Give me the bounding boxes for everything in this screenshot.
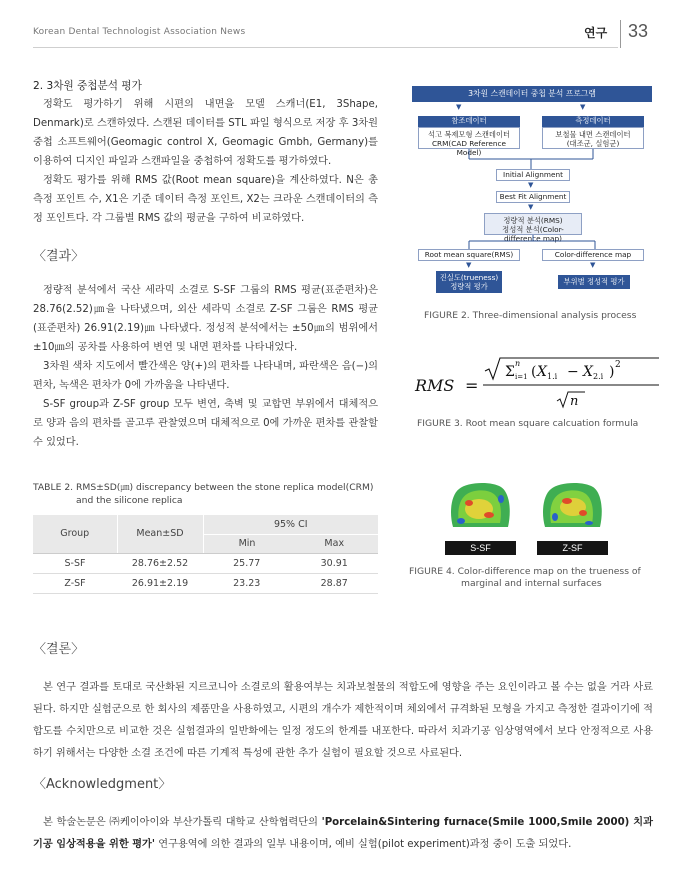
formula-sum-lower: i=1: [515, 373, 528, 381]
formula-term1-sub: 1.i: [547, 372, 558, 381]
formula-paren-close: ): [609, 364, 615, 380]
table2-caption-line1: TABLE 2. RMS±SD(㎛) discrepancy between the stone replica model(CRM): [33, 482, 374, 493]
page-number: 33: [628, 21, 649, 41]
flow-rms-out-line1: 진실도(trueness): [439, 273, 499, 282]
cell-min: 23.23: [203, 573, 291, 593]
color-map-image: [445, 477, 516, 541]
table2-caption: [33, 481, 378, 507]
formula-exponent: 2: [615, 360, 621, 370]
flow-step-bestfit: Best Fit Alignment: [496, 191, 570, 203]
th-mean: Mean±SD: [117, 515, 203, 553]
cell-group: S-SF: [33, 553, 117, 573]
flow-ref-header: 참조데이터: [418, 116, 520, 127]
arrow-down-icon: ▼: [456, 103, 462, 111]
figure3-caption: FIGURE 3. Root mean square calcuation formula: [417, 418, 639, 429]
cell-mean: 28.76±2.52: [117, 553, 203, 573]
journal-name: Korean Dental Technologist Association News: [33, 27, 246, 37]
arrow-down-icon: ▼: [590, 261, 596, 269]
th-min: Min: [203, 534, 291, 553]
arrow-down-icon: ▼: [528, 181, 534, 189]
th-max: Max: [291, 534, 379, 553]
flow-step3-line2: 정성적 분석(Color-difference map): [502, 225, 564, 243]
flow-ref-line2: CRM(CAD Reference Model): [431, 139, 507, 157]
figure4-images: [445, 477, 615, 555]
figure2-flowchart: [412, 86, 652, 296]
flow-ref-line1: 석고 복제모형 스캔데이터: [427, 130, 511, 139]
conclusion-paragraph: 본 연구 결과를 토대로 국산화된 지르코니아 소결로의 활용여부는 치과보철물의 적합도에 영향을 주는 요인이라고 볼 수는 없을 거라 사료된다. 하지만 실험군으로 한 회사의 제품만을 사용하였고, 시편의 개수가 제한적이며 체외에서 규격화된 모형을 가지고 측정한 결과이기에 적합도를 수치만으로 비교한 것은 실험결과의 일반화에는 일정 정도의 한계를 내포한다. 따라서 치과기공 임상영역에서 보다 안정적으로 사용하기 위해서는 다양한 소결 조건에 따른 기계적 특성에 관한 추가 실험이 필요할 것으로 사료된다.: [33, 682, 653, 759]
arrow-down-icon: ▼: [466, 261, 472, 269]
methods-paragraph-2: 정확도 평가를 위해 RMS 값(Root mean square)을 계산하였다. N은 총 측정 포인트 수, X1은 기준 데이터 측정 포인트, X2는 크라운 스캔데이터의 측정 포인트다. 각 그룹별 RMS 값의 평균을 구하여 비교하였다.: [33, 175, 378, 224]
th-group: Group: [33, 515, 117, 553]
cell-group: Z-SF: [33, 573, 117, 593]
results-paragraph-1: 정량적 분석에서 국산 세라믹 소결로 S-SF 그룹의 RMS 평균(표준편차)은 28.76(2.52)㎛을 나타냈으며, 외산 세라믹 소결로 Z-SF 그룹은 RMS 평균(표준편차) 26.91(2.19)㎛ 나타냈다. 정성적 분석에서는 ±50㎛의 범위에서 ±10㎛의 공차를 사용하여 변연 및 내면 편차를 나타내었다.: [33, 285, 378, 353]
formula-term2: X: [583, 364, 593, 380]
flow-meas-header: 측정데이터: [542, 116, 644, 127]
ack-text-post: 연구용역에 의한 결과의 일부 내용이며, 예비 실험(pilot experiment)과정 중이 도출 되었다.: [155, 839, 572, 850]
formula-denominator: n: [570, 394, 579, 409]
ack-project-title: 'Porcelain&Sintering furnace(Smile 1000,Smile 2000) 치과기공 임상적용을 위한 평가': [33, 817, 653, 850]
formula-lhs: RMS: [415, 376, 455, 395]
flow-rms-output: [436, 271, 502, 293]
figure4-caption-line2: marginal and internal surfaces: [461, 578, 602, 589]
color-map-s-sf: [445, 477, 516, 555]
flow-meas-line1: 보철물 내면 스캔데이터: [555, 130, 631, 139]
figure4-caption: [409, 566, 641, 590]
cell-mean: 26.91±2.19: [117, 573, 203, 593]
figure3-formula: [413, 355, 663, 410]
formula-sigma: Σ: [505, 364, 515, 380]
color-map-z-sf: [537, 477, 608, 555]
conclusion-title: 〈결론〉: [33, 642, 85, 657]
flow-rms-box: Root mean square(RMS): [418, 249, 520, 261]
table2-caption-line2: and the silicone replica: [76, 495, 183, 506]
acknowledgment-title: 〈Acknowledgment〉: [33, 777, 172, 792]
flow-meas-box: [542, 127, 644, 149]
section-label: 연구: [584, 26, 608, 40]
flow-title: 3차원 스캔데이터 중첩 분석 프로그램: [412, 86, 652, 102]
cell-max: 30.91: [291, 553, 379, 573]
arrow-down-icon: ▼: [528, 203, 534, 211]
methods-subheading: 2. 3차원 중첩분석 평가: [33, 80, 142, 92]
label-z-sf: Z-SF: [537, 541, 608, 555]
formula-minus: −: [567, 364, 579, 380]
flow-step-analysis: [484, 213, 582, 243]
left-column: [33, 78, 378, 452]
formula-equals: =: [465, 376, 479, 395]
formula-term2-sub: 2.i: [593, 372, 604, 381]
page-header: [0, 0, 686, 60]
flow-step-initial: Initial Alignment: [496, 169, 570, 181]
flow-ref-box: [418, 127, 520, 157]
arrow-down-icon: ▼: [580, 103, 586, 111]
flow-step3-line1: 정량적 분석(RMS): [503, 216, 563, 225]
th-ci: 95% CI: [203, 515, 378, 534]
results-paragraph-2: 3차원 색차 지도에서 빨간색은 양(+)의 편차를 나타내며, 파란색은 음(−)의 편차, 녹색은 편차가 0에 가까움을 나타낸다.: [33, 361, 378, 391]
label-s-sf: S-SF: [445, 541, 516, 555]
formula-sum-upper: n: [515, 359, 521, 368]
cell-min: 25.77: [203, 553, 291, 573]
color-map-image: [537, 477, 608, 541]
figure2-caption: FIGURE 2. Three-dimensional analysis process: [424, 310, 637, 321]
ack-text-pre: 본 학술논문은 ㈜케이아이와 부산가톨릭 대학교 산학협력단의: [43, 817, 322, 828]
results-paragraph-3: S-SF group과 Z-SF group 모두 변연, 축벽 및 교합면 부위에서 대체적으로 양과 음의 편차를 골고루 관찰였으며 대체적으로 0에 가까운 편차를 관찰할 수 있었다.: [33, 399, 378, 448]
header-divider: [620, 20, 621, 48]
flow-rms-out-line2: 정량적 평가: [450, 282, 488, 291]
flow-cdm-output: 부위별 정성적 평가: [558, 275, 630, 289]
flow-connector: [412, 149, 652, 171]
table-row: [33, 573, 378, 593]
flow-connector: [412, 235, 652, 249]
header-rule: [33, 47, 618, 48]
methods-paragraph-1: 정확도 평가하기 위해 시편의 내면을 모델 스캐너(E1, 3Shape, Denmark)로 스캔하였다. 스캔된 데이터를 STL 파일 형식으로 저장 후 3차원 중첩 소프트웨어(Geomagic control X, Geomagic Gmbh, Germany)를 이용하여 디지인 파일과 스캔파일을 중첩하여 정확도를 평가하였다.: [33, 99, 378, 167]
table-row: [33, 553, 378, 573]
cell-max: 28.87: [291, 573, 379, 593]
results-title: 〈결과〉: [33, 249, 85, 264]
formula-term1: X: [537, 364, 547, 380]
formula-paren-open: (: [531, 364, 537, 380]
figure4-caption-line1: FIGURE 4. Color-difference map on the trueness of: [409, 566, 641, 577]
table2: [33, 515, 378, 594]
acknowledgment-paragraph: [33, 812, 653, 856]
flow-meas-line2: (대조군, 실험군): [566, 139, 620, 148]
flow-cdm-box: Color-difference map: [542, 249, 644, 261]
